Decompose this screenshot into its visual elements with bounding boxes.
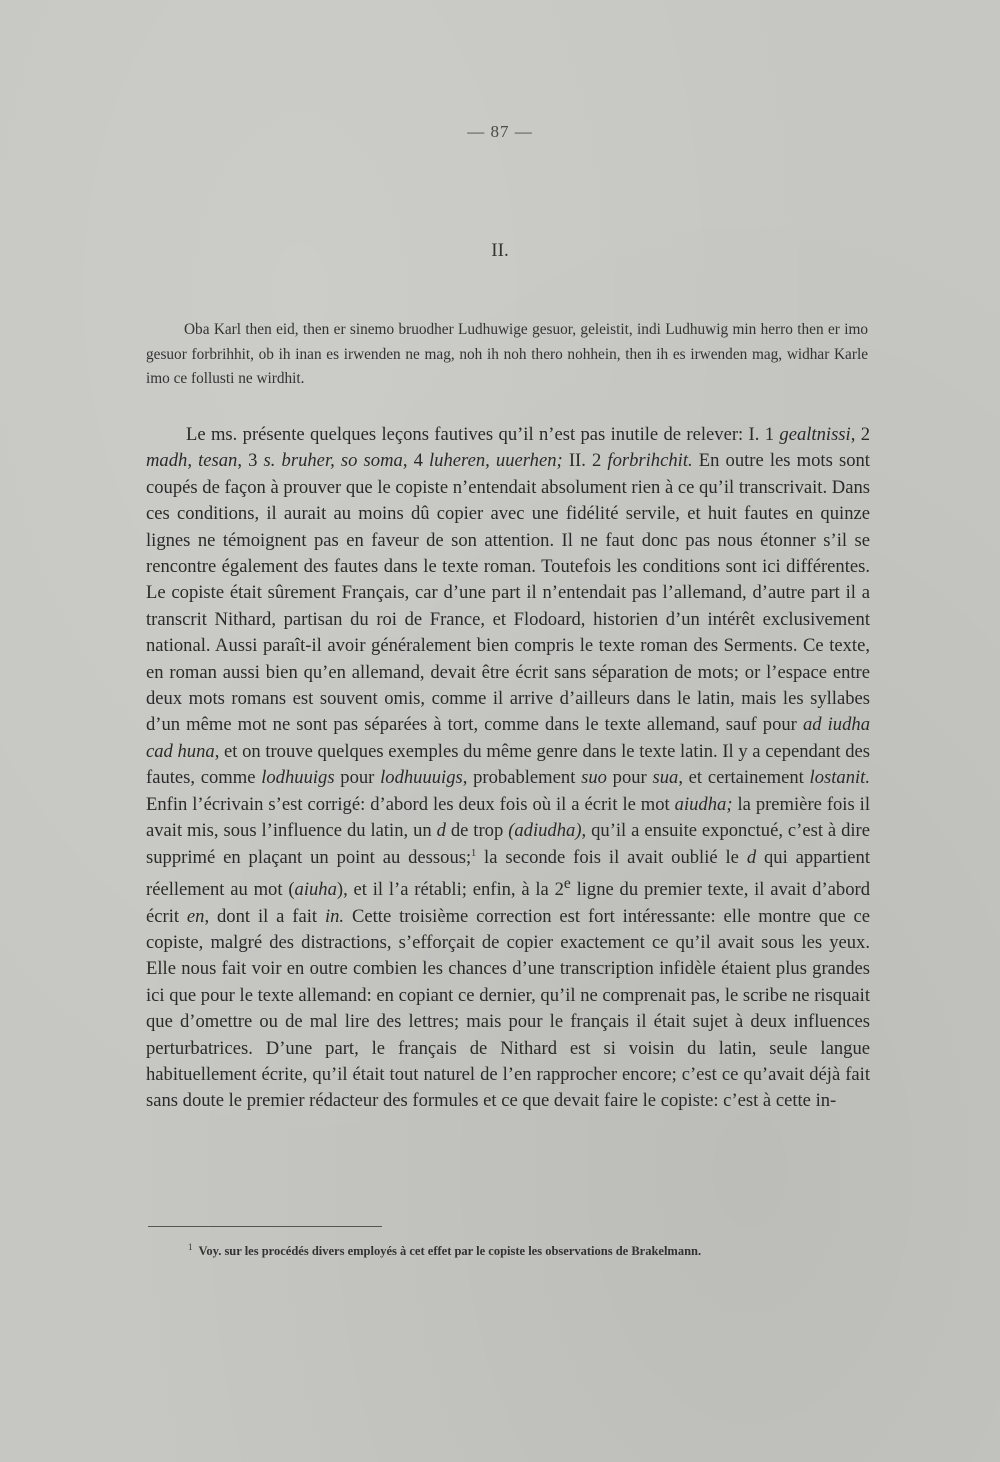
text-run: En outre les mots sont coupés de façon à prouver que le copiste n’entendait absolument rien à ce qu’il transcrivait. Dans ces conditions, il aurait au moins dû copier avec une fidélité servile, et huit fautes en quinze lignes ne témoignent pas en faveur de son attention. Il ne faut donc pas nous étonner s’il se rencontre également des fautes dans le texte roman. Toutefois les conditions sont ici différentes. Le copiste était sûrement Français, car d’une part il n’entendait pas l’allemand, d’autre part il a transcrit Nithard, partisan du roi de France, et Flodoard, historien d’un intérêt exclusivement national. Aussi paraît-il avoir généralement bien compris le texte roman des Serments. Ce texte, en roman aussi bien qu’en allemand, devait être écrit sans séparation de mots; or l’espace entre deux mots romans est souvent omis, comme il arrive d’ailleurs dans le latin, mais les syllabes d’un même mot ne sont pas séparées à tort, comme dans le texte allemand, sauf pour — [146, 450, 870, 736]
commentary-paragraph — [146, 422, 870, 1115]
italic-reading: madh, tesan — [146, 450, 238, 472]
text-run: Cette troisième correction est fort intéressante: elle montre que ce copiste, malgré des distractions, s’efforçait de copier exactement ce qu’il avait sous les yeux. Elle nous fait voir en outre combien les chances d’une transcription infidèle étaient plus grandes ici que pour le texte allemand: en copiant ce dernier, qu’il ne comprenait pas, le scribe ne risquait que d’omettre ou de mal lire des lettres; mais pour le français il était sujet à deux influences perturbatrices. D’une part, le français de Nithard est si voisin du latin, seule langue habituellement écrite, qu’il était tout naturel de l’en rapprocher encore; c’est ce qu’avait déjà fait sans doute le premier rédacteur des formules et ce que devait faire le copiste: c’est à cette in- — [146, 905, 870, 1112]
old-high-german-oath-text — [146, 318, 868, 392]
italic-reading: in. — [324, 905, 345, 927]
italic-reading: lodhuuigs — [261, 767, 335, 789]
footnote-marker[interactable]: 1 — [471, 847, 477, 859]
italic-reading: s. bruher, so soma — [263, 450, 403, 472]
text-run: Enfin l’écrivain s’est corrigé: d’abord les deux fois où il a écrit le mot — [146, 793, 675, 815]
text-run: , et certainement — [678, 767, 810, 789]
text-run: pour — [606, 767, 653, 789]
italic-reading: forbrihchit. — [607, 450, 693, 472]
text-run: II. 2 — [562, 450, 608, 472]
italic-reading: (adiudha) — [508, 820, 582, 842]
german-paragraph: Oba Karl then eid, then er sinemo bruodher Ludhuwige gesuor, geleistit, indi Ludhuwig min herro then er imo gesuor forbrihhit, ob ih inan es irwenden ne mag, noh ih noh thero nohhein, then ih es irwenden mag, widhar Karle imo ce follusti ne wirdhit. — [146, 321, 868, 387]
section-heading: II. — [491, 240, 509, 261]
italic-reading: sua — [652, 767, 679, 789]
italic-reading: aiudha; — [674, 793, 733, 815]
text-run: , qu’il a ensuite exponctué, c’est à dire supprimé en plaçant un point au dessous; — [146, 820, 871, 868]
text-run: , 2 — [850, 424, 871, 445]
footnote-text: Voy. sur les procédés divers employés à cet effet par le copiste les observations de Brakelmann. — [198, 1244, 702, 1259]
italic-reading: d — [746, 846, 757, 868]
italic-reading: gealtnissi — [779, 424, 851, 445]
text-run: qui appartient réellement au mot ( — [146, 846, 870, 901]
ordinal-superscript: e — [563, 874, 571, 892]
italic-reading: aiuha — [294, 879, 337, 901]
italic-reading: ad iudha cad huna — [146, 714, 870, 762]
footnote-divider — [148, 1226, 382, 1227]
text-run: ), et il l’a rétabli; enfin, à la 2 — [336, 879, 564, 901]
italic-reading: suo — [581, 767, 607, 789]
page-number: — 87 — — [467, 122, 533, 141]
text-run: la seconde fois il avait oublié le — [476, 846, 747, 868]
italic-reading: en — [186, 905, 205, 927]
italic-reading: d — [436, 820, 446, 842]
italic-reading: lodhuuuigs — [380, 767, 463, 789]
text-run: la première fois il avait mis, sous l’influence du latin, un — [146, 793, 870, 842]
text-run: , et on trouve quelques exemples du même genre dans le texte latin. Il y a cependant des fautes, comme — [146, 740, 871, 789]
text-run: Le ms. présente quelques leçons fautives qu’il n’est pas inutile de relever: I. 1 — [186, 424, 780, 445]
text-run: pour — [334, 767, 381, 789]
commentary-text — [146, 422, 870, 1115]
text-run: ligne du premier texte, il avait d’abord écrit — [146, 879, 871, 927]
italic-reading: lostanit. — [809, 767, 870, 789]
text-run: , dont il a fait — [204, 905, 325, 927]
text-run: , 3 — [237, 450, 264, 472]
footnote-number: 1 — [188, 1242, 193, 1252]
text-run: de trop — [445, 820, 509, 842]
footnote — [188, 1238, 888, 1260]
text-run: , probablement — [462, 767, 582, 789]
text-run: , 4 — [402, 450, 430, 472]
italic-reading: luheren, uuerhen; — [429, 450, 563, 472]
